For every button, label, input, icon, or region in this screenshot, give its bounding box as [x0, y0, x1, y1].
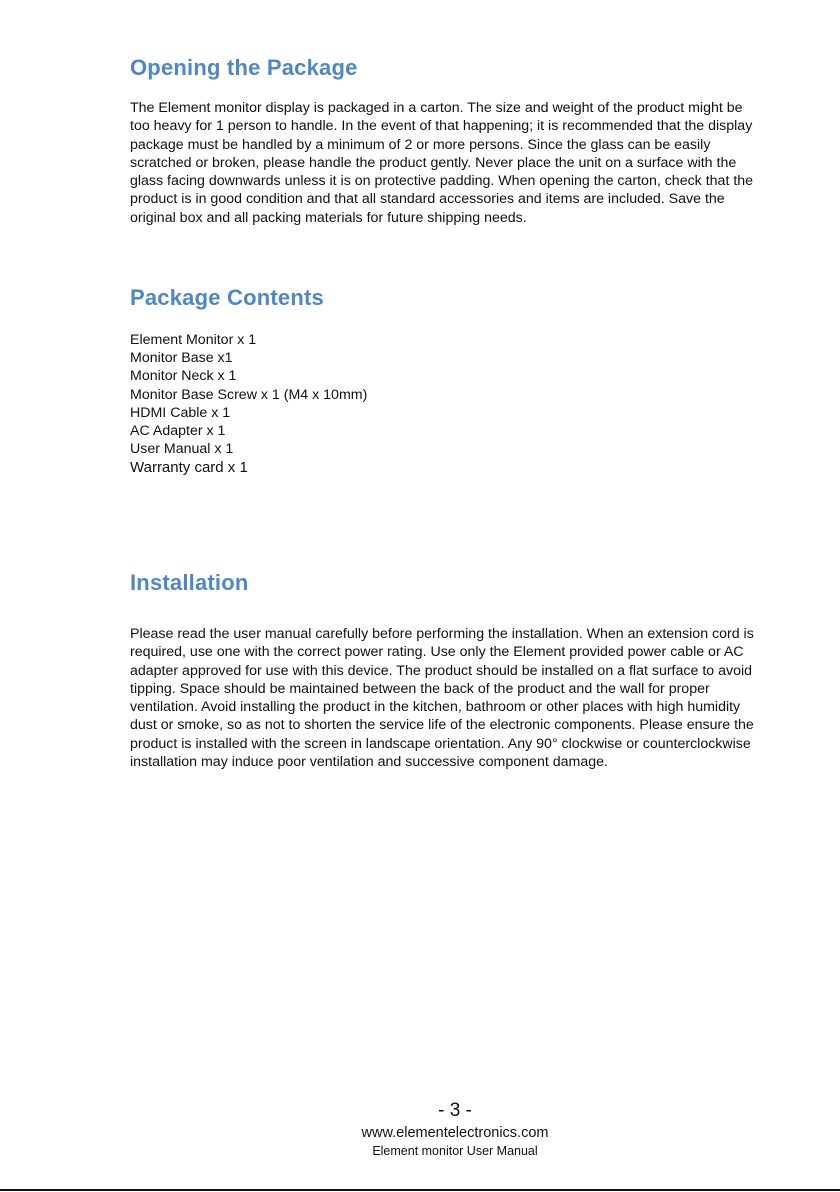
section-title-package-contents: Package Contents — [130, 285, 324, 310]
list-item: Monitor Base x1 — [130, 350, 233, 367]
page-number: - 3 - — [438, 1100, 472, 1121]
bottom-rule — [0, 1189, 840, 1191]
list-item: Monitor Base Screw x 1 (M4 x 10mm) — [130, 386, 368, 403]
section-body-opening-package: The Element monitor display is packaged in a carton. The size and weight of the product might be too heavy for 1 person to handle. In the event of that happening; it is recommended that the display package must be handled by a minimum of 2 or more persons. Since the glass can be easily scratched or broken, please handle the product gently. Never place the unit on a surface with the glass facing downwards unless it is on protective padding. When opening the carton, check that the product is in good condition and that all standard accessories and items are included. Save the original box and all packing materials for future shipping needs. — [130, 100, 754, 226]
section-body-installation: Please read the user manual carefully before performing the installation. When an extension cord is required, use one with the correct power rating. Use only the Element provided power cable or AC adapter approved for use with this device. The product should be installed on a flat surface to avoid tipping. Space should be maintained between the back of the product and the wall for proper ventilation. Avoid installing the product in the kitchen, bathroom or other places with high humidity dust or smoke, so as not to shorten the service life of the electronic components. Please ensure the product is installed with the screen in landscape orientation. Any 90° clockwise or counterclockwise installation may induce poor ventilation and successive component damage. — [130, 626, 754, 771]
list-item: Warranty card x 1 — [130, 459, 248, 477]
footer-manual-title: Element monitor User Manual — [372, 1144, 538, 1158]
footer-website: www.elementelectronics.com — [361, 1125, 549, 1141]
list-item: Element Monitor x 1 — [130, 332, 257, 348]
section-title-opening-package: Opening the Package — [130, 55, 358, 80]
list-item: Monitor Neck x 1 — [130, 368, 237, 385]
section-title-installation: Installation — [130, 570, 249, 595]
list-item: HDMI Cable x 1 — [130, 404, 231, 421]
package-contents-list — [130, 331, 367, 478]
list-item: AC Adapter x 1 — [130, 423, 226, 440]
list-item: User Manual x 1 — [130, 441, 234, 458]
